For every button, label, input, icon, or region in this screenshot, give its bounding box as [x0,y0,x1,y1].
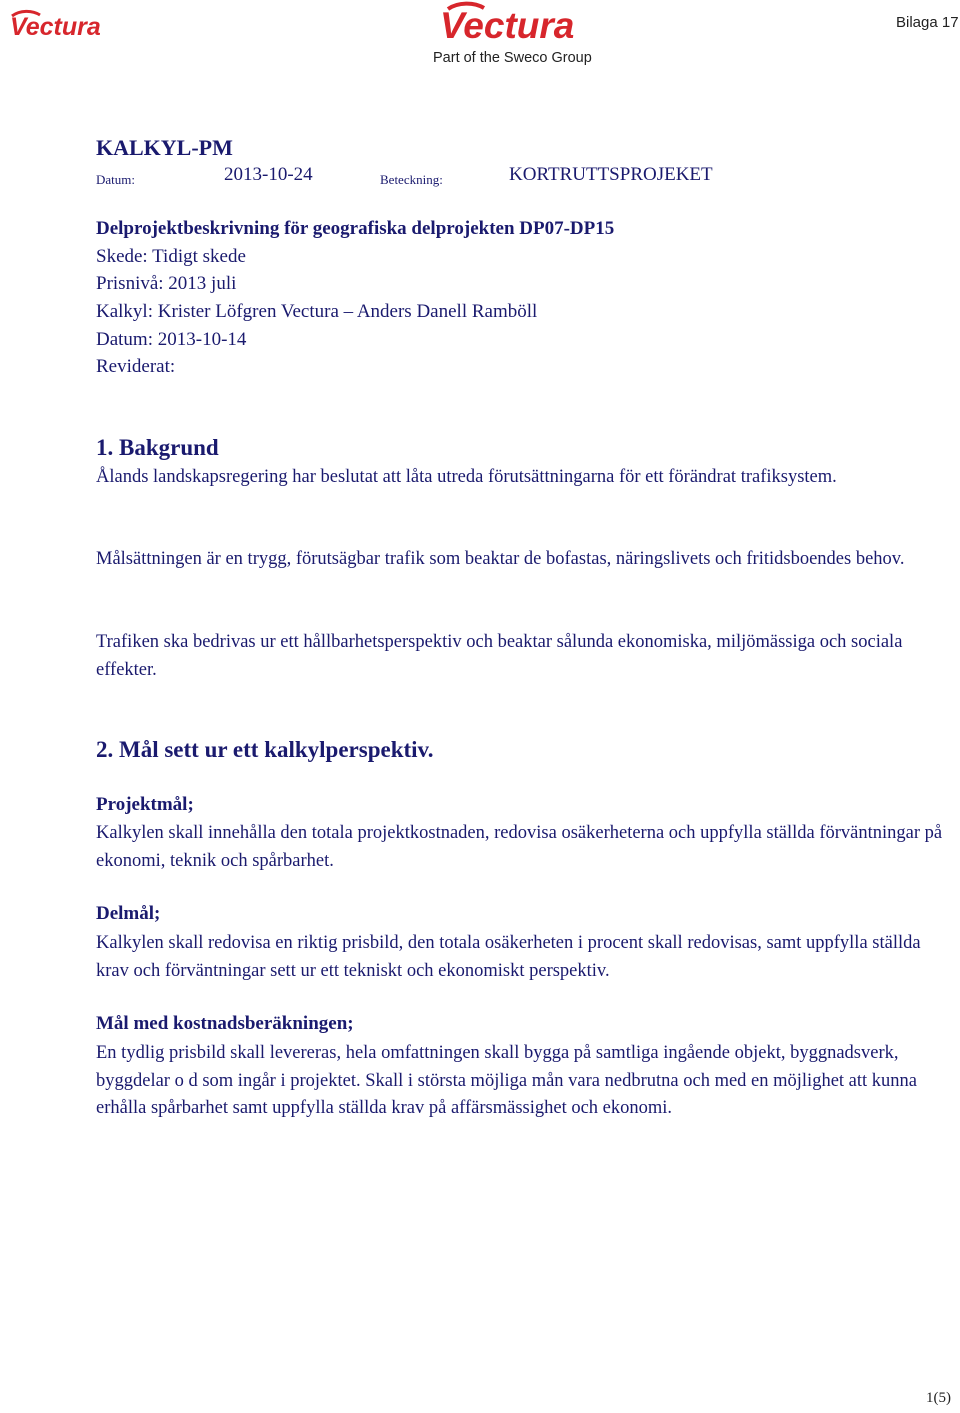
cost-estimate-goal-text: En tydlig prisbild skall levereras, hela omfattningen skall bygga på samtliga ingående objekt, byggnadsverk, byggdelar o d som ingår i projektet. Skall i största möjliga mån vara nedbrutna och med en möjlighet att kunna erhålla spårbarhet samt uppfylla ställda krav på affärsmässighet och ekonomi. [96,1043,918,1118]
background-paragraph-3: Trafiken ska bedrivas ur ett hållbarhetsperspektiv och beaktar sålunda ekonomiska, miljömässiga och sociala effekter. [96,632,903,680]
designation-value: KORTRUTTSPROJEKET [509,164,713,185]
info-line-calculation: Kalkyl: Krister Löfgren Vectura – Anders Danell Ramböll [96,301,538,322]
cost-estimate-goal-heading: Mål med kostnadsberäkningen; [96,1013,354,1034]
info-line-price-level: Prisnivå: 2013 juli [96,273,237,294]
date-value: 2013-10-24 [224,164,313,185]
project-goal-text: Kalkylen skall innehålla den totala projektkostnaden, redovisa osäkerheterna och uppfylla ställda förväntningar på ekonomi, teknik och spårbarhet. [96,823,943,871]
info-line-revised: Reviderat: [96,356,176,377]
background-paragraph-2: Målsättningen är en trygg, förutsägbar trafik som beaktar de bofastas, näringslivets och fritidsboendes behov. [96,549,905,569]
logo-small-text: Vectura [10,13,101,40]
logo-tagline: Part of the Sweco Group [433,50,592,66]
info-line-stage: Skede: Tidigt skede [96,246,246,267]
page-number: 1(5) [926,1390,951,1406]
document-title: KALKYL-PM [96,135,233,160]
section-background-heading: 1. Bakgrund [96,435,219,460]
vectura-logo-main [428,0,624,68]
info-line-date: Datum: 2013-10-14 [96,329,247,350]
project-goal-heading: Projektmål; [96,794,194,815]
subproject-heading: Delprojektbeskrivning för geografiska delprojekten DP07-DP15 [96,218,615,239]
date-label: Datum: [96,172,135,187]
logo-main-text: Vectura [440,5,575,46]
appendix-label: Bilaga 17 [896,14,959,31]
subgoal-text: Kalkylen skall redovisa en riktig prisbild, den totala osäkerheten i procent skall redovisas, samt uppfylla ställda krav och förväntningar sett ur ett tekniskt och ekonomiskt perspektiv. [96,933,921,981]
vectura-logo-small [6,6,132,40]
subgoal-heading: Delmål; [96,903,161,924]
section-goals-heading: 2. Mål sett ur ett kalkylperspektiv. [96,737,434,762]
background-paragraph-1: Ålands landskapsregering har beslutat att låta utreda förutsättningarna för ett förändrat trafiksystem. [96,467,837,487]
designation-label: Beteckning: [380,172,443,187]
